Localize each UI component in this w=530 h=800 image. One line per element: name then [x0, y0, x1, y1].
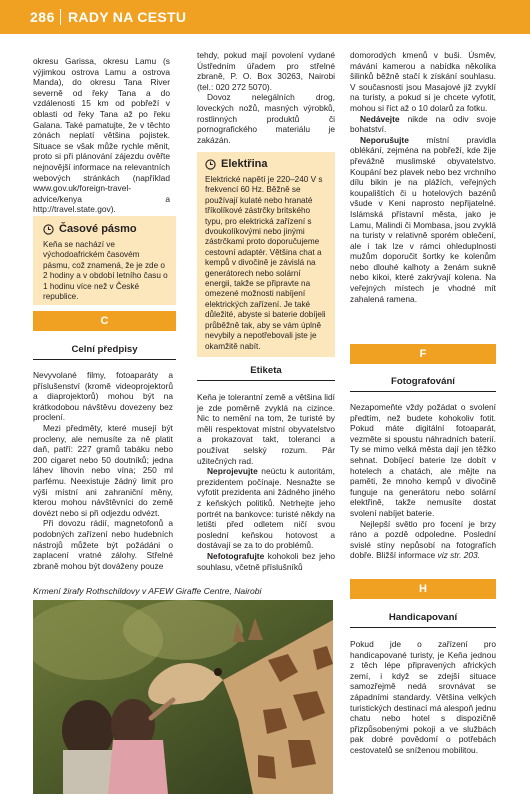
box-title: Elektřina: [221, 158, 268, 171]
box-title: Časové pásmo: [59, 223, 137, 236]
section-heading: Handicapovaní: [350, 612, 496, 628]
box-heading: [43, 224, 168, 235]
box-heading: [205, 159, 327, 170]
paragraph-rest: neúctu k autoritám, prezidentem počínaje. Nesnažte se vyfotit prezidenta ani žádného jiného z keňských politiků. Netrhejte jeho portrét na bankovce: turisté někdy na letišti před odletem ničí svou poslední keňskou hotovost a dostávají se za to do problémů.: [197, 466, 335, 551]
time-zone-box: [33, 216, 176, 305]
paragraph: Nezapomeňte vždy požádat o svolení předtím, než budete kohokoliv fotit. Pokud máte digitální fotoaparát, vezměte si spoustu náhradních baterií. Ty se mimo velká města dají jen těžko sehnat. Dobíjecí baterie lze dobít v hotelech a chatách, ale mějte na paměti, že mnoho kempů v divočině funguje na generátoru nebo solární elektřině, takže nemusíte dostat svolení nabíjet baterie.: [350, 402, 496, 518]
column-1-text: [33, 56, 170, 215]
running-title: RADY NA CESTU: [68, 9, 187, 25]
clock-icon: [43, 224, 54, 235]
photo-caption: Krmení žirafy Rothschildovy v AFEW Giraffe Centre, Nairobi: [33, 586, 262, 596]
box-text: Elektrické napětí je 220–240 V s frekvencí 60 Hz. Běžně se používají kulaté nebo hranaté tříkolíkové zástrčky britského typu, pro elektrická zařízení s dvoukolíkovými nebo jinými zástrčkami proto doporučujeme cestovní adaptér. Většina chat a kempů v divočině je závislá na generátorech nebo solární energii, takže se připravte na omezené možnosti nabíjení elektrických zařízení. Je také důležité, abyste si baterie dobíjeli průběžně tak, aby se vám úplně nevybily a nepotřebovali jste je okamžitě nabít.: [205, 175, 326, 351]
paragraph: Pokud jde o zařízení pro handicapované turisty, je Keňa jednou z těch lépe připravených afrických zemí, i když se zdejší situace samozřejmě nedá srovnávat se západními standardy. Většina velkých turistických destinací má alespoň jednu chatu nebo hotel s dispozičně přizpůsobenými pokoji a ve službách pak dobré povědomí o potřebách cestovatelů se sníženou mobilitou.: [350, 639, 496, 755]
electricity-box: [197, 152, 335, 357]
paragraph: [350, 135, 496, 305]
section-heading: Etiketa: [197, 365, 335, 381]
paragraph-rest: kohokoli bez jeho souhlasu, včetně příslušníků: [197, 550, 335, 572]
bold-lead: Neprojevujte: [207, 466, 258, 477]
paragraph: [350, 519, 496, 561]
bold-lead: Nedávejte: [360, 113, 400, 124]
header-bar: [0, 0, 530, 34]
page-number: 286: [30, 9, 55, 25]
paragraph: okresu Garissa, okresu Lamu (s výjimkou ostrova Lamu a ostrova Manda), do okresu Tana River severně od řeky Tana a do vzdálenosti 15 km od pobřeží v oblasti od řeky Tana až po řeku Galana. Také pamatujte, že v těchto zónách neplatí většina pojistek. Situace se však může rychle měnit, proto si při plánování zájezdu ověřte nejnovější informace na relevantních webových stránkách (například www.gov.uk/foreign-travel-advice/kenya a http://travel.state.gov).: [33, 56, 170, 215]
paragraph: tehdy, pokud mají povolení vydané Ústředním úřadem pro střelné zbraně, P. O. Box 30263, Nairobi (tel.: 020 272 5070).: [197, 50, 335, 92]
column-3-text: [350, 50, 496, 304]
paragraph: Keňa je tolerantní země a většina lidí je zde poměrně zvyklá na cizince. Nic to nemění na tom, že turisté by měli respektovat místní obyvatelstvo a prokazovat takt, toleranci a používat selský rozum. Pár užitečných rad.: [197, 392, 335, 466]
section-heading: Fotografování: [350, 376, 496, 392]
giraffe-feeding-photo: [33, 600, 333, 794]
section-letter-h: H: [350, 579, 496, 599]
etiquette-text: [197, 392, 335, 572]
customs-text: [33, 370, 173, 571]
paragraph: Nevyvolané filmy, fotoaparáty a příslušenství (kromě videoprojektorů a diaprojektorů) mohou být na krátkodobou návštěvu dovezeny bez proclení.: [33, 370, 173, 423]
paragraph-rest: místní pravidla oblékání, zejména na pobřeží, kde žije převážně muslimské obyvatelstvo. Koupání bez plavek nebo bez vrchního dílu bikin je na plážích, veřejných koupalištích či u hotelových bazénů všude v Keni naprosto nepřijatelné. Islámská přístavní města, jako je Lamu, Malindi či Mombasa, jsou zvyklá na turisty v relativně sporém oblečení, ale i tak lze v rámci ohleduplnosti mužům doporučit šortky ke kolenům nebo dlouhé kalhoty a ženám sukně nebo kikoi, které zakrývají kolena. Na veřejných místech je vhodné mít zahalená ramena.: [350, 134, 496, 304]
section-letter-c: C: [33, 311, 176, 331]
paragraph: [350, 114, 496, 135]
paragraph: domorodých kmenů v buši. Úsměv, mávání kamerou a nabídka několika šilinků běžně stačí k získání souhlasu. V současnosti jsou Masajové již zvyklí na turisty, a pokud si je chcete vyfotit, mohou si říct až o 10 dolarů za fotku.: [350, 50, 496, 113]
paragraph: Mezi předměty, které musejí být procleny, ale nemusíte za ně platit daň, patří: 227 gramů tabáku nebo 200 cigaret nebo 50 doutníků; jedna láhev lihovin nebo vína; 250 ml parfému. Neexistuje žádný limit pro výši místní ani zahraniční měny, kterou mohou návštěvníci do země dovézt nebo si při odjezdu odvézt.: [33, 422, 173, 518]
header-divider: [60, 9, 61, 25]
column-2-text: [197, 50, 335, 145]
paragraph-rest: Nejlepší světlo pro focení je brzy ráno a pozdě odpoledne. Poslední svislé stíny nepůsobí na fotografích dobře. Bližší informace: [350, 518, 496, 561]
box-text: Keňa se nachází ve východoafrickém časovém pásmu, což znamená, že je zde o 2 hodiny a v období letního času o 1 hodinu více než v České republice.: [43, 240, 168, 302]
page-reference: viz str. 203.: [435, 550, 481, 561]
paragraph-rest: nikde na odiv svoje bohatství.: [350, 113, 496, 135]
photography-text: [350, 402, 496, 561]
section-heading: Celní předpisy: [33, 344, 176, 360]
bold-lead: Nefotografujte: [207, 550, 265, 561]
section-letter-f: F: [350, 344, 496, 364]
paragraph: [197, 466, 335, 551]
handicapped-text: [350, 639, 496, 756]
paragraph: Dovoz nelegálních drog, loveckých nožů, masných výrobků, rostlinných produktů či pornografického materiálu je zakázán.: [197, 92, 335, 145]
paragraph: [197, 551, 335, 572]
paragraph: Při dovozu rádií, magnetofonů a podobných zařízení nebo hudebních nástrojů můžete být požádáni o zaplacení vratné zálohy. Střelné zbraně mohou být dováženy pouze: [33, 518, 173, 571]
clock-icon: [205, 159, 216, 170]
bold-lead: Neporušujte: [360, 134, 409, 145]
